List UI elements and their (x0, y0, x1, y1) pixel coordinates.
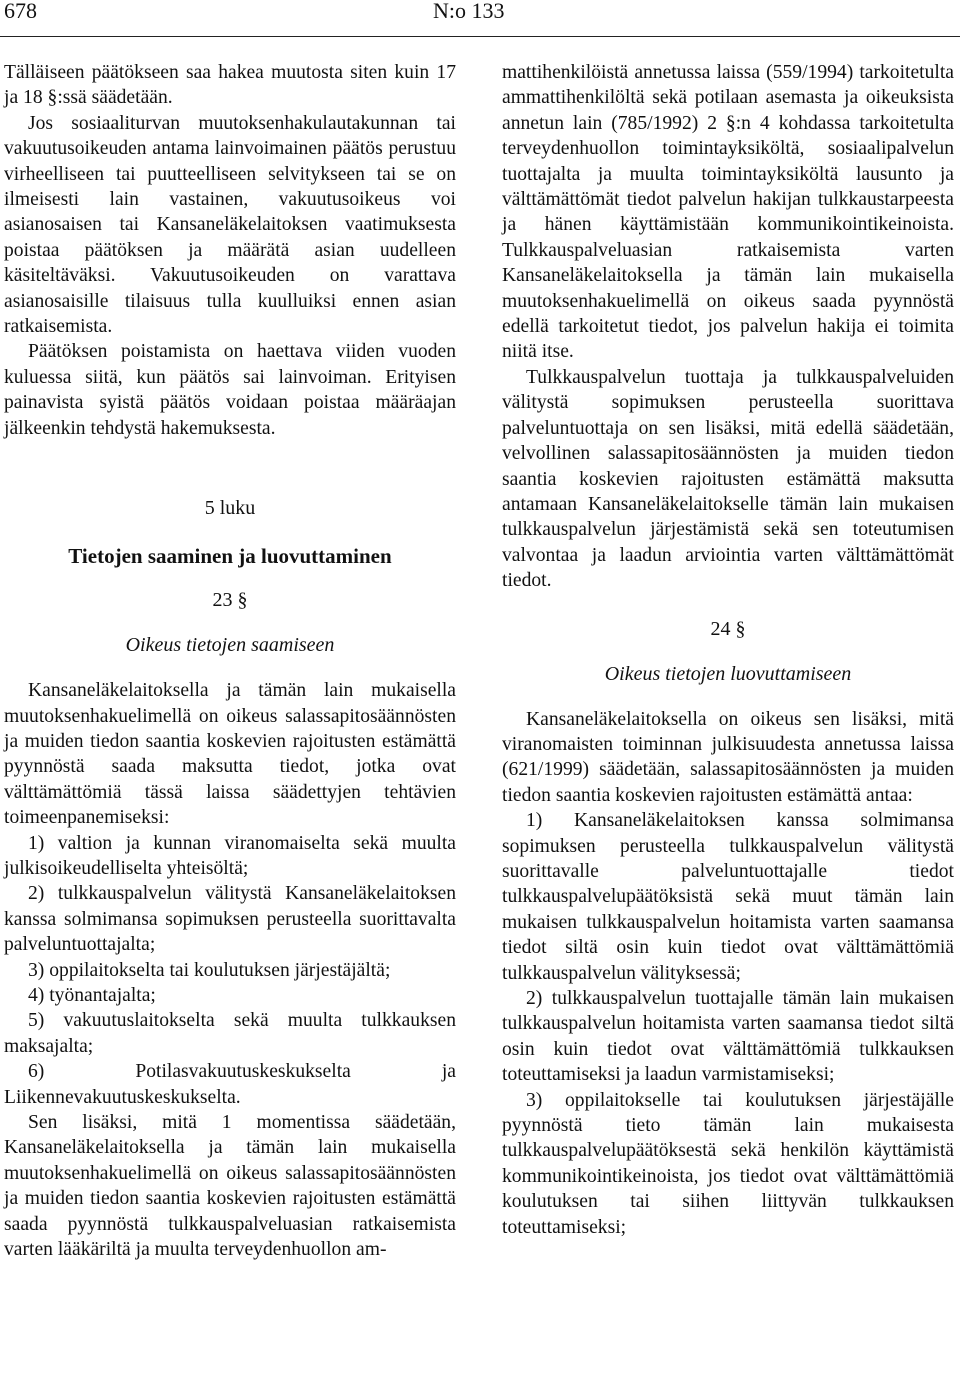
list-item: 2) tulkkauspalvelun tuottajalle tämän lain mukaisen tulkkauspalvelun hoitamista varten saamansa tiedot siltä osin kuin tiedot ovat välttämättömiä tulkkauksen toteuttamiseksi ja laadun varmistamiseksi; (502, 988, 954, 1086)
paragraph: Tulkkauspalvelun tuottaja ja tulkkauspalveluiden välitystä sopimuksen perusteella suorittava palveluntuottaja on sen lisäksi, mitä edellä säädetään, velvollinen salassapitosäännösten ja muiden tiedon saantia koskevien rajoitusten estämättä maksutta antamaan Kansaneläkelaitokselle tämän lain mukaisen tulkkauspalvelun järjestämistä sekä sen toteutumisen valvontaa ja laadun arviointia varten välttämättömät tiedot. (502, 366, 954, 592)
list-item: 4) työnantajalta; (28, 984, 156, 1006)
issue-number: N:o 133 (433, 0, 505, 23)
list-item: 1) valtion ja kunnan viranomaiselta sekä muulta julkisoikeudelliselta yhteisöltä; (4, 832, 456, 879)
section-number: 24 § (710, 617, 746, 640)
paragraph: Kansaneläkelaitoksella on oikeus sen lisäksi, mitä viranomaisten toiminnan julkisuudesta annetussa laissa (621/1999) säädetään, salassapitosäännösten ja muiden tiedon saantia koskevien rajoitusten estämättä antaa: (502, 708, 954, 806)
section-title: Oikeus tietojen luovuttamiseen (604, 662, 852, 685)
paragraph: Jos sosiaaliturvan muutoksenhakulautakunnan tai vakuutusoikeuden antama lainvoimainen päätös perustuu virheelliseen tai puutteelliseen selvitykseen tai se on ilmeisesti lain vastainen, vakuutusoikeus voi asianosaisen tai Kansaneläkelaitoksen vaatimuksesta poistaa päätöksen ja määrätä asian uudelleen käsiteltäväksi. Vakuutusoikeuden on varattava asianosaisille tilaisuus tulla kuulluiksi ennen asian ratkaisemista. (4, 112, 456, 338)
paragraph: mattihenkilöistä annetussa laissa (559/1994) tarkoitetulta ammattihenkilöltä sekä potilaan asemasta ja oikeuksista annetun lain (785/1992) 2 §:n 4 kohdassa tarkoitetulta terveydenhuollon toimintayksiköltä, sosiaalipalvelun tuottajalta ja muulta toimintayksiköltä lausunto ja välttämättömät tiedot palvelun hakijan tulkkaustarpeesta ja hänen käyttämistään kommunikointikeinoista. Tulkkauspalveluasian ratkaisemista varten Kansaneläkelaitoksella ja tämän lain mukaisella muutoksenhakuelimellä on oikeus saada pyynnöstä edellä tarkoitetut tiedot, jos palvelun hakija ei toimita niitä itse. (502, 62, 954, 363)
list-item: 5) vakuutuslaitokselta sekä muulta tulkkauksen maksajalta; (4, 1010, 456, 1057)
page-number: 678 (4, 0, 37, 23)
list-item: 3) oppilaitokselta tai koulutuksen järjestäjältä; (28, 959, 391, 981)
list-item: 3) oppilaitokselle tai koulutuksen järjestäjälle pyynnöstä tieto tämän lain mukaisesta tulkkauspalvelupäätöksestä sekä henkilön käyttämistä kommunikointikeinoista, jos tiedot ovat välttämättömiä koulutuksen tai siihen liittyvän tulkkauksen toteuttamiseksi; (502, 1089, 954, 1238)
paragraph: Sen lisäksi, mitä 1 momentissa säädetään, Kansaneläkelaitoksella ja tämän lain mukaisella muutoksenhakuelimellä on oikeus salassapitosäännösten ja muiden tiedon saantia koskevien rajoitusten estämättä saada pyynnöstä tulkkauspalveluasian ratkaisemista varten lääkäriltä ja muulta terveydenhuollon am- (4, 1112, 456, 1261)
paragraph: Päätöksen poistamista on haettava viiden vuoden kuluessa siitä, kun päätös sai lainvoiman. Erityisen painavista syistä päätös voidaan poistaa määräajan jälkeenkin tehdystä hakemuksesta. (4, 341, 456, 439)
left-column (4, 60, 456, 1262)
list-item: 6) Potilasvakuutuskeskukselta ja Liikennevakuutuskeskukselta. (4, 1061, 456, 1108)
section-title: Oikeus tietojen saamiseen (125, 634, 335, 657)
list-item: 1) Kansaneläkelaitoksen kanssa solmimansa sopimuksen perusteella tulkkauspalvelun välitystä suorittavalle palveluntuottajalle tiedot tulkkauspalvelupäätöksistä sekä muut tämän lain mukaisen tulkkauspalvelun hoitamista varten saamansa tiedot siltä osin kuin tiedot ovat välttämättömiä tulkkauspalvelun välityksessä; (502, 810, 954, 984)
list-item: 2) tulkkauspalvelun välitystä Kansaneläkelaitoksen kanssa solmimansa sopimuksen perusteella suorittavalta palveluntuottajalta; (4, 883, 456, 956)
paragraph: Kansaneläkelaitoksella ja tämän lain mukaisella muutoksenhakuelimellä on oikeus salassapitosäännösten ja muiden tiedon saantia koskevien rajoitusten estämättä pyynnöstä saada maksutta tiedot, jotka ovat välttämättömiä tässä laissa säädettyjen tehtävien toimeenpanemiseksi: (4, 680, 456, 829)
chapter-title: Tietojen saaminen ja luovuttaminen (68, 544, 392, 569)
section-number: 23 § (212, 589, 248, 612)
header-rule (0, 36, 960, 37)
chapter-number: 5 luku (204, 497, 256, 520)
paragraph: Tälläiseen päätökseen saa hakea muutosta siten kuin 17 ja 18 §:ssä säädetään. (4, 62, 456, 109)
right-column (502, 60, 954, 1240)
